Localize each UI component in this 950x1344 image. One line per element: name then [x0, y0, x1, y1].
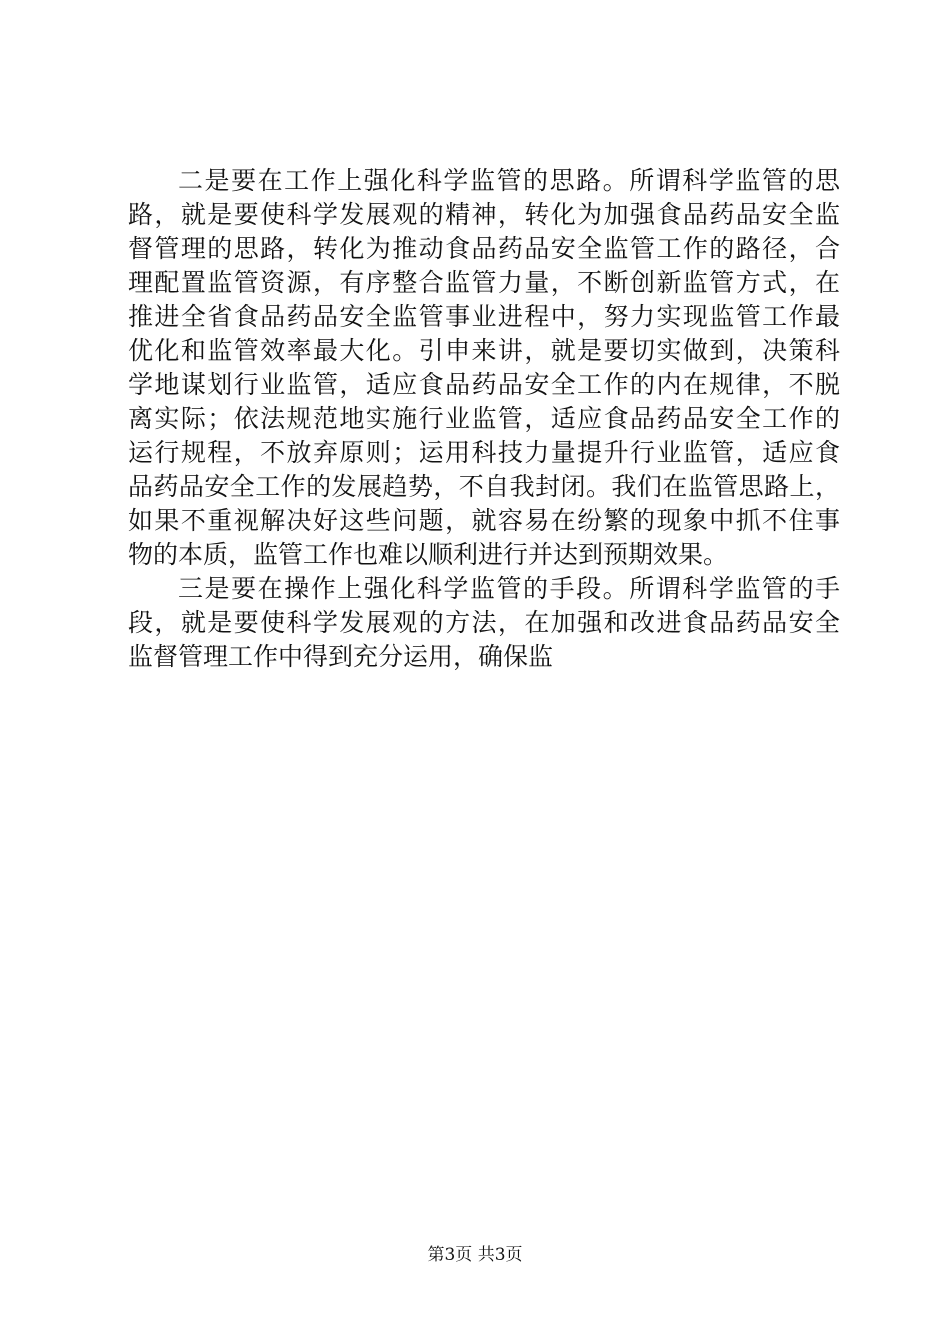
paragraph-1-line-4: 理配置监管资源，有序整合监管力量，不断创新监管方式，在 [128, 268, 840, 297]
document-body [128, 164, 840, 674]
paragraph-1-line-2: 路，就是要使科学发展观的精神，转化为加强食品药品安全监 [128, 200, 840, 229]
paragraph-1-line-9: 运行规程，不放弃原则；运用科技力量提升行业监管，适应食 [128, 438, 840, 467]
paragraph-1-line-7: 学地谋划行业监管，适应食品药品安全工作的内在规律，不脱 [128, 370, 840, 399]
paragraph-1-line-12: 物的本质，监管工作也难以顺利进行并达到预期效果。 [128, 540, 729, 569]
page-number-footer: 第3页 共3页 [427, 1245, 523, 1265]
paragraph-1-line-1: 二是要在工作上强化科学监管的思路。所谓科学监管的思 [178, 166, 840, 195]
paragraph-1-line-10: 品药品安全工作的发展趋势，不自我封闭。我们在监管思路上， [128, 472, 840, 501]
paragraph-1-line-6: 优化和监管效率最大化。引申来讲，就是要切实做到，决策科 [128, 336, 840, 365]
paragraph-1-line-5: 推进全省食品药品安全监管事业进程中，努力实现监管工作最 [128, 302, 840, 331]
paragraph-1-line-8: 离实际；依法规范地实施行业监管，适应食品药品安全工作的 [128, 404, 840, 433]
paragraph-2-line-2: 段，就是要使科学发展观的方法，在加强和改进食品药品安全 [128, 608, 840, 637]
paragraph-1-line-3: 督管理的思路，转化为推动食品药品安全监管工作的路径，合 [128, 234, 840, 263]
paragraph-1-line-11: 如果不重视解决好这些问题，就容易在纷繁的现象中抓不住事 [128, 506, 840, 535]
paragraph-2-line-1: 三是要在操作上强化科学监管的手段。所谓科学监管的手 [178, 574, 840, 603]
paragraph-2-line-3: 监督管理工作中得到充分运用，确保监 [128, 642, 554, 671]
